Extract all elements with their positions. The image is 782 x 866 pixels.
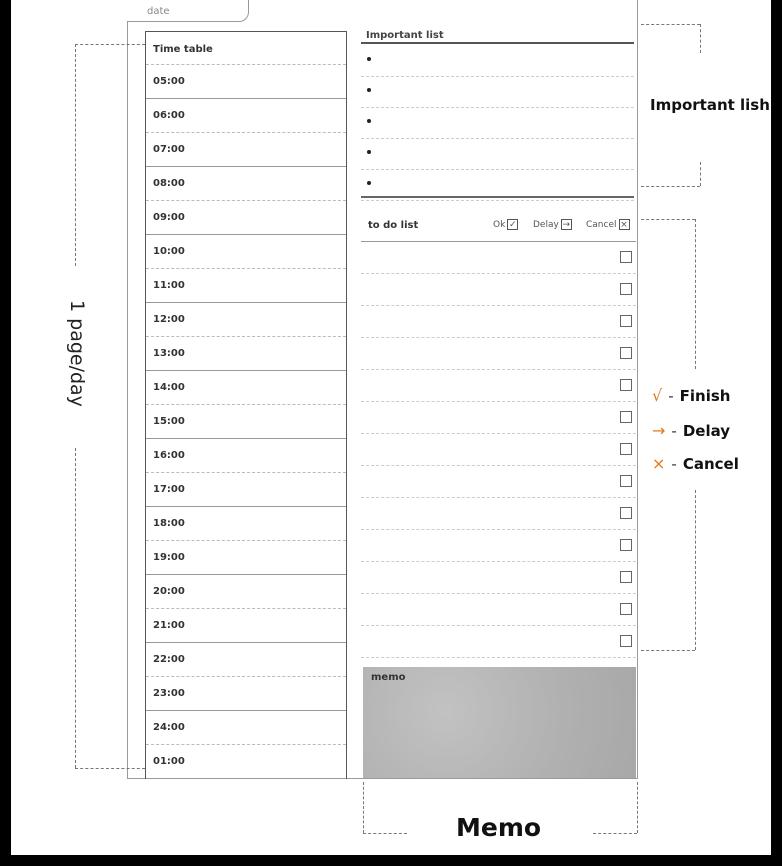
- todo-row: [361, 306, 636, 338]
- important-item: [361, 46, 634, 77]
- guide-line: [363, 833, 407, 834]
- todo-title: to do list: [368, 220, 419, 231]
- time-slot-row: 10:00: [146, 235, 346, 269]
- todo-checkbox[interactable]: [620, 475, 632, 487]
- time-slot-row: 24:00: [146, 711, 346, 745]
- cross-icon: ×: [652, 454, 666, 473]
- time-slot-row: 07:00: [146, 133, 346, 167]
- guide-line: [75, 44, 145, 45]
- time-table-title: Time table: [146, 32, 346, 65]
- time-slot-row: 18:00: [146, 507, 346, 541]
- legend-delay: [533, 219, 572, 230]
- guide-line: [363, 782, 364, 833]
- todo-list: [361, 212, 636, 662]
- bullet-icon: [367, 88, 371, 92]
- time-slot-row: 15:00: [146, 405, 346, 439]
- important-item: [361, 108, 634, 139]
- important-item: [361, 77, 634, 108]
- todo-checkbox[interactable]: [620, 603, 632, 615]
- guide-line: [695, 490, 696, 650]
- time-slot-row: 08:00: [146, 167, 346, 201]
- key-delay-label: Delay: [682, 421, 731, 440]
- time-slot-row: 01:00: [146, 745, 346, 779]
- todo-checkbox[interactable]: [620, 411, 632, 423]
- guide-line: [641, 186, 700, 187]
- todo-row: [361, 402, 636, 434]
- key-cancel-label: Cancel: [682, 454, 739, 473]
- bullet-icon: [367, 119, 371, 123]
- todo-row: [361, 498, 636, 530]
- time-slot-row: 13:00: [146, 337, 346, 371]
- memo-box: [363, 667, 636, 778]
- key-separator: -: [671, 421, 677, 440]
- todo-row: [361, 530, 636, 562]
- todo-checkbox[interactable]: [620, 347, 632, 359]
- date-tab: [127, 0, 249, 22]
- time-slot-row: 22:00: [146, 643, 346, 677]
- guide-line: [641, 219, 695, 220]
- guide-line: [700, 162, 701, 186]
- todo-row: [361, 594, 636, 626]
- key-separator: -: [668, 386, 674, 405]
- key-finish-label: Finish: [679, 386, 731, 405]
- todo-checkbox[interactable]: [620, 315, 632, 327]
- cross-icon: ×: [620, 220, 628, 230]
- bullet-icon: [367, 181, 371, 185]
- time-slot-row: 19:00: [146, 541, 346, 575]
- todo-row: [361, 274, 636, 306]
- todo-row: [361, 626, 636, 658]
- bullet-icon: [367, 150, 371, 154]
- time-slot-row: 20:00: [146, 575, 346, 609]
- important-list-bottom-rule: [361, 196, 634, 198]
- important-list-rule: [361, 42, 634, 44]
- legend-ok: [493, 219, 518, 230]
- todo-checkbox[interactable]: [620, 443, 632, 455]
- guide-line: [593, 833, 637, 834]
- guide-line: [641, 24, 700, 25]
- todo-checkbox[interactable]: [620, 571, 632, 583]
- important-list: [361, 26, 634, 198]
- todo-row: [361, 562, 636, 594]
- memo-title: memo: [371, 672, 406, 683]
- time-slot-row: 06:00: [146, 99, 346, 133]
- todo-row: [361, 338, 636, 370]
- time-table: [145, 31, 347, 779]
- todo-checkbox[interactable]: [620, 507, 632, 519]
- todo-header: [361, 212, 636, 242]
- todo-checkbox[interactable]: [620, 635, 632, 647]
- legend-cancel-label: Cancel: [586, 219, 617, 230]
- todo-row: [361, 466, 636, 498]
- legend-cancel: [586, 219, 630, 230]
- important-item: [361, 139, 634, 170]
- todo-checkbox[interactable]: [620, 283, 632, 295]
- important-list-title: Important list: [366, 30, 444, 41]
- pages-per-day-label: 1 page/day: [66, 300, 88, 407]
- todo-row: [361, 242, 636, 274]
- guide-line: [700, 24, 701, 53]
- guide-line: [641, 650, 695, 651]
- time-slot-row: 12:00: [146, 303, 346, 337]
- guide-line: [695, 219, 696, 369]
- key-delay: [652, 421, 730, 440]
- guide-line: [75, 768, 145, 769]
- guide-line: [637, 782, 638, 833]
- arrow-right-icon: →: [562, 220, 571, 230]
- time-slot-row: 23:00: [146, 677, 346, 711]
- time-slot-row: 14:00: [146, 371, 346, 405]
- check-icon: ✓: [509, 220, 517, 230]
- important-annotation: Important lish: [650, 96, 770, 114]
- legend-ok-label: Ok: [493, 219, 506, 230]
- key-cancel: [652, 454, 739, 473]
- todo-checkbox[interactable]: [620, 251, 632, 263]
- arrow-right-icon: →: [652, 421, 666, 440]
- time-slot-row: 05:00: [146, 65, 346, 99]
- todo-checkbox[interactable]: [620, 539, 632, 551]
- memo-annotation: Memo: [456, 813, 542, 842]
- todo-row: [361, 434, 636, 466]
- time-slot-row: 16:00: [146, 439, 346, 473]
- key-finish: [652, 386, 730, 405]
- bullet-icon: [367, 57, 371, 61]
- todo-checkbox[interactable]: [620, 379, 632, 391]
- guide-line: [75, 448, 76, 768]
- date-label: date: [147, 6, 170, 17]
- time-slot-row: 21:00: [146, 609, 346, 643]
- key-separator: -: [671, 454, 677, 473]
- guide-line: [75, 44, 76, 266]
- todo-row: [361, 370, 636, 402]
- time-slot-row: 11:00: [146, 269, 346, 303]
- time-slot-row: 17:00: [146, 473, 346, 507]
- check-icon: √: [652, 386, 663, 405]
- time-slot-row: 09:00: [146, 201, 346, 235]
- legend-delay-label: Delay: [533, 219, 559, 230]
